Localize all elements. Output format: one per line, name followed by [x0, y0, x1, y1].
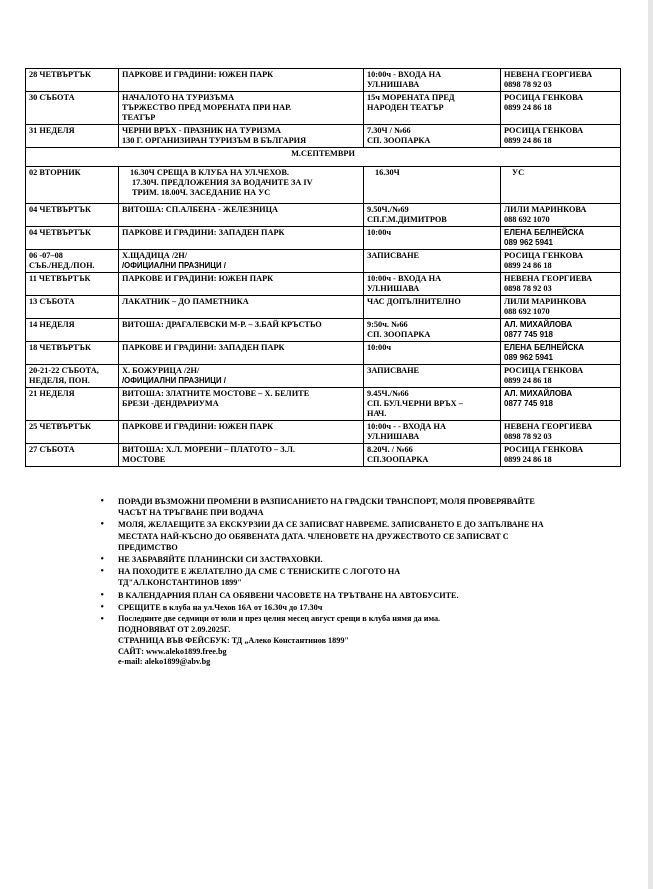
meet-line: УЛ.НИШАВА	[367, 432, 420, 441]
meet-cell	[364, 388, 501, 421]
note-line: НА ПОХОДИТЕ Е ЖЕЛАТЕЛНО ДА СМЕ С ТЕНИСКИТЕ С ЛОГОТО НА	[118, 567, 401, 577]
meet-line: ЧАС ДОПЪЛНИТЕЛНО	[367, 297, 461, 306]
meet-line: СП. ЗООПАРКА	[367, 136, 431, 145]
meet-line: 15ч МОРЕНАТА ПРЕД	[367, 93, 455, 102]
date-cell	[26, 342, 119, 365]
schedule-row	[26, 444, 621, 467]
event-line: ПАРКОВЕ И ГРАДИНИ: ЮЖЕН ПАРК	[122, 422, 274, 431]
date-line: 13 СЪБОТА	[29, 297, 75, 306]
month-header-row	[26, 148, 621, 167]
leader-cell	[501, 92, 621, 125]
date-cell	[26, 125, 119, 148]
leader-line: 0899 24 86 18	[504, 103, 552, 112]
note-line: МОЛЯ, ЖЕЛАЕЩИТЕ ЗА ЕКСКУРЗИИ ДА СЕ ЗАПИСВАТ НАВРЕМЕ. ЗАПИСВАНЕТО Е ДО ЗАПЪЛВАНЕ НА	[118, 520, 544, 530]
meet-line: 10:00ч	[367, 343, 392, 352]
event-line: 130 Г. ОРГАНИЗИРАН ТУРИЗЪМ В БЪЛГАРИЯ	[122, 136, 307, 145]
date-line: 11 ЧЕТВЪРТЪК	[29, 274, 91, 283]
schedule-row	[26, 273, 621, 296]
meet-cell	[364, 342, 501, 365]
leader-cell	[501, 444, 621, 467]
date-cell	[26, 319, 119, 342]
leader-line: РОСИЦА ГЕНКОВА	[504, 126, 584, 135]
footer-line: e-mail: aleko1899@abv.bg	[118, 657, 211, 667]
date-line: 27 СЪБОТА	[29, 445, 75, 454]
date-cell	[26, 227, 119, 250]
meet-line: 16.30Ч	[375, 168, 400, 177]
note-item	[100, 602, 560, 613]
date-cell	[26, 296, 119, 319]
event-cell	[119, 273, 364, 296]
leader-cell	[501, 365, 621, 388]
schedule-row	[26, 92, 621, 125]
meet-line: 9:50ч. №66	[367, 320, 408, 329]
date-cell	[26, 388, 119, 421]
meet-line: 7.30Ч / №66	[367, 126, 411, 135]
schedule-row	[26, 204, 621, 227]
note-line: ПОДНОВЯВАТ ОТ 2.09.2025Г.	[118, 624, 231, 634]
meet-line: НАРОДЕН ТЕАТЪР	[367, 103, 444, 112]
meet-cell	[364, 204, 501, 227]
note-line: ТД"АЛ.КОНСТАНТИНОВ 1899"	[118, 578, 242, 588]
bullet-icon: •	[100, 602, 105, 611]
leader-cell	[501, 167, 621, 204]
meet-cell	[364, 421, 501, 444]
note-item	[100, 496, 560, 518]
date-line: 04 ЧЕТВЪРТЪК	[29, 205, 92, 214]
date-cell	[26, 273, 119, 296]
event-line: Х. БОЖУРИЦА /2Н/	[122, 366, 200, 375]
footer-line: СТРАНИЦА ВЪВ ФЕЙСБУК: ТД „Алеко Константинов 1899"	[118, 636, 349, 646]
date-line: 25 ЧЕТВЪРТЪК	[29, 422, 92, 431]
date-line: 06 -07–08	[29, 251, 63, 260]
leader-line: ЕЛЕНА БЕЛНЕЙСКА	[504, 343, 585, 352]
meet-cell	[364, 296, 501, 319]
schedule-row	[26, 125, 621, 148]
date-line: 14 НЕДЕЛЯ	[29, 320, 75, 329]
leader-line: РОСИЦА ГЕНКОВА	[504, 366, 584, 375]
leader-line: РОСИЦА ГЕНКОВА	[504, 251, 584, 260]
event-line: ТРИМ. 18.00Ч. ЗАСЕДАНИЕ НА УС	[132, 188, 271, 197]
date-cell	[26, 69, 119, 92]
leader-line: УС	[512, 168, 525, 177]
notes-section	[100, 496, 560, 668]
meet-cell	[364, 319, 501, 342]
leader-line: РОСИЦА ГЕНКОВА	[504, 93, 584, 102]
date-line: 21 НЕДЕЛЯ	[29, 389, 75, 398]
event-cell	[119, 167, 364, 204]
leader-cell	[501, 342, 621, 365]
event-cell	[119, 365, 364, 388]
bullet-icon: •	[100, 590, 105, 599]
schedule-table	[25, 68, 621, 467]
meet-line: СП.Г.М.ДИМИТРОВ	[367, 215, 447, 224]
leader-cell	[501, 125, 621, 148]
schedule-row	[26, 167, 621, 204]
schedule-row	[26, 296, 621, 319]
note-line: В КАЛЕНДАРНИЯ ПЛАН СА ОБЯВЕНИ ЧАСОВЕТЕ НА ТРЪТВАНЕ НА АВТОБУСИТЕ.	[118, 590, 459, 600]
schedule-row	[26, 421, 621, 444]
schedule-row	[26, 227, 621, 250]
meet-line: 10:00ч - - ВХОДА НА	[367, 422, 446, 431]
event-cell	[119, 92, 364, 125]
meet-line: СП. БУЛ.ЧЕРНИ ВРЪХ –	[367, 399, 463, 408]
event-line: ПАРКОВЕ И ГРАДИНИ: ЮЖЕН ПАРК	[122, 274, 274, 283]
bullet-icon: •	[100, 555, 105, 564]
event-cell	[119, 342, 364, 365]
date-cell	[26, 167, 119, 204]
leader-line: НЕВЕНА ГЕОРГИЕВА	[504, 422, 593, 431]
event-line: ПАРКОВЕ И ГРАДИНИ: ЗАПАДЕН ПАРК	[122, 228, 285, 237]
meet-cell	[364, 227, 501, 250]
meet-cell	[364, 273, 501, 296]
event-cell	[119, 69, 364, 92]
leader-cell	[501, 250, 621, 273]
event-cell	[119, 319, 364, 342]
event-line: ТЪРЖЕСТВО ПРЕД МОРЕНАТА ПРИ НАР.	[122, 103, 292, 112]
leader-line: 0899 24 86 18	[504, 261, 552, 270]
event-line: /ОФИЦИАЛНИ ПРАЗНИЦИ /	[122, 261, 226, 270]
event-line: МОСТОВЕ	[122, 455, 166, 464]
date-cell	[26, 204, 119, 227]
event-line: /ОФИЦИАЛНИ ПРАЗНИЦИ /	[122, 376, 226, 385]
leader-cell	[501, 204, 621, 227]
note-line: ПОРАДИ ВЪЗМОЖНИ ПРОМЕНИ В РАЗПИСАНИЕТО НА ГРАДСКИ ТРАНСПОРТ, МОЛЯ ПРОВЕРЯВАЙТЕ	[118, 497, 535, 506]
meet-line: ЗАПИСВАНЕ	[367, 251, 420, 260]
schedule-row	[26, 250, 621, 273]
note-item	[100, 614, 560, 635]
meet-line: УЛ.НИШАВА	[367, 284, 420, 293]
leader-line: АЛ. МИХАЙЛОВА	[504, 320, 573, 329]
note-line: ПРЕДИМСТВО	[118, 542, 178, 552]
meet-line: 9.50Ч./№69	[367, 205, 409, 214]
meet-line: 10:00ч - ВХОДА НА	[367, 70, 442, 79]
meet-line: СП. ЗООПАРКА	[367, 330, 431, 339]
date-cell	[26, 250, 119, 273]
leader-line: НЕВЕНА ГЕОРГИЕВА	[504, 274, 593, 283]
note-item	[100, 554, 560, 565]
meet-line: УЛ.НИШАВА	[367, 80, 420, 89]
date-line: СЪБ./НЕД./ПОН.	[29, 261, 95, 270]
date-line: 18 ЧЕТВЪРТЪК	[29, 343, 92, 352]
leader-line: ЕЛЕНА БЕЛНЕЙСКА	[504, 228, 585, 237]
note-item	[100, 519, 560, 553]
meet-line: 9.45Ч./№66	[367, 389, 409, 398]
leader-line: НЕВЕНА ГЕОРГИЕВА	[504, 70, 593, 79]
schedule-row	[26, 342, 621, 365]
leader-line: 089 962 5941	[504, 238, 553, 247]
meet-line: 10:00ч - ВХОДА НА	[367, 274, 442, 283]
event-line: 16.30Ч СРЕЩА В КЛУБА НА УЛ.ЧЕХОВ.	[130, 168, 289, 177]
leader-line: 0898 78 92 03	[504, 80, 552, 89]
page-edge	[648, 0, 653, 889]
date-cell	[26, 421, 119, 444]
meet-line: ЗАПИСВАНЕ	[367, 366, 420, 375]
date-line: 31 НЕДЕЛЯ	[29, 126, 75, 135]
meet-line: 10:00ч	[367, 228, 392, 237]
footer-line: САЙТ: www.aleko1899.free.bg	[118, 646, 227, 656]
leader-cell	[501, 388, 621, 421]
schedule-row	[26, 69, 621, 92]
meet-cell	[364, 92, 501, 125]
meet-cell	[364, 167, 501, 204]
leader-line: ЛИЛИ МАРИНКОВА	[504, 205, 587, 214]
note-line: СРЕЩИТЕ в клуба на ул.Чехов 16А от 16.30ч до 17.30ч	[118, 602, 323, 612]
event-cell	[119, 444, 364, 467]
date-line: 30 СЪБОТА	[29, 93, 75, 102]
leader-line: 0877 745 918	[504, 330, 553, 339]
leader-line: 0877 745 918	[504, 399, 553, 408]
date-line: НЕДЕЛЯ, ПОН.	[29, 376, 90, 385]
leader-cell	[501, 319, 621, 342]
leader-line: АЛ. МИХАЙЛОВА	[504, 389, 573, 398]
event-line: ВИТОША: ЗЛАТНИТЕ МОСТОВЕ – Х. БЕЛИТЕ	[122, 389, 310, 398]
event-line: БРЕЗИ -ДЕНДРАРИУМА	[122, 399, 219, 408]
schedule-row	[26, 365, 621, 388]
meet-cell	[364, 365, 501, 388]
note-line: НЕ ЗАБРАВЯЙТЕ ПЛАНИНСКИ СИ ЗАСТРАХОВКИ.	[118, 555, 323, 565]
note-line: МЕСТАТА НАЙ-КЪСНО ДО ОБЯВЕНАТА ДАТА. ЧЛЕНОВЕТЕ НА ДРУЖЕСТВОТО СЕ ЗАПИСВАТ С	[118, 531, 509, 541]
bullet-icon: •	[100, 520, 105, 529]
leader-line: 0899 24 86 18	[504, 455, 552, 464]
leader-line: 0898 78 92 03	[504, 432, 552, 441]
event-line: ВИТОША: ДРАГАЛЕВСКИ М-Р. – З.БАЙ КРЪСТЬО	[122, 320, 322, 329]
note-item	[100, 590, 560, 601]
leader-cell	[501, 273, 621, 296]
event-line: Х.ЩАДИЦА /2Н/	[122, 251, 188, 260]
schedule-row	[26, 388, 621, 421]
event-line: ЧЕРНИ ВРЪХ - ПРАЗНИК НА ТУРИЗМА	[122, 126, 282, 135]
event-cell	[119, 296, 364, 319]
bullet-icon: •	[100, 497, 105, 505]
event-cell	[119, 204, 364, 227]
event-line: ЛАКАТНИК – ДО ПАМЕТНИКА	[122, 297, 249, 306]
leader-line: 088 692 1070	[504, 307, 550, 316]
date-line: 28 ЧЕТВЪРТЪК	[29, 70, 92, 79]
date-cell	[26, 92, 119, 125]
leader-cell	[501, 227, 621, 250]
date-cell	[26, 444, 119, 467]
event-line: 17.30Ч. ПРЕДЛОЖЕНИЯ ЗА ВОДАЧИТЕ ЗА IV	[132, 178, 313, 187]
leader-line: 088 692 1070	[504, 215, 550, 224]
leader-line: 0899 24 86 18	[504, 376, 552, 385]
leader-line: 0899 24 86 18	[504, 136, 552, 145]
bullet-icon: •	[100, 615, 105, 624]
schedule-row	[26, 319, 621, 342]
meet-line: СП.ЗООПАРКА	[367, 455, 429, 464]
leader-line: 089 962 5941	[504, 353, 553, 362]
meet-cell	[364, 444, 501, 467]
date-line: 02 ВТОРНИК	[29, 168, 81, 177]
date-line: 04 ЧЕТВЪРТЪК	[29, 228, 92, 237]
event-line: ВИТОША: СП.АЛБЕНА - ЖЕЛЕЗНИЦА	[122, 205, 279, 214]
event-line: ПАРКОВЕ И ГРАДИНИ: ЗАПАДЕН ПАРК	[122, 343, 285, 352]
date-line: 20-21-22 СЪБОТА,	[29, 366, 99, 375]
event-cell	[119, 250, 364, 273]
meet-cell	[364, 250, 501, 273]
event-line: ВИТОША: Х.Л. МОРЕНИ – ПЛАТОТО – З.Л.	[122, 445, 295, 454]
note-line: ЧАСЪТ НА ТРЪГВАНЕ ПРИ ВОДАЧА	[118, 508, 264, 518]
event-cell	[119, 421, 364, 444]
meet-cell	[364, 69, 501, 92]
leader-line: 0898 78 92 03	[504, 284, 552, 293]
event-cell	[119, 125, 364, 148]
leader-cell	[501, 296, 621, 319]
leader-cell	[501, 421, 621, 444]
event-line: ТЕАТЪР	[122, 113, 156, 122]
event-line: ПАРКОВЕ И ГРАДИНИ: ЮЖЕН ПАРК	[122, 70, 274, 79]
note-item	[100, 566, 560, 588]
leader-line: РОСИЦА ГЕНКОВА	[504, 445, 584, 454]
meet-cell	[364, 125, 501, 148]
note-line: Последните две седмици от юли и през целия месец август срещи в клуба нямя да има.	[118, 614, 441, 624]
meet-line: 8.20Ч. / №66	[367, 445, 413, 454]
event-cell	[119, 227, 364, 250]
month-title: М.СЕПТЕМВРИ	[26, 148, 621, 167]
event-cell	[119, 388, 364, 421]
event-line: НАЧАЛОТО НА ТУРИЗЪМА	[122, 93, 235, 102]
bullet-icon: •	[100, 567, 105, 576]
leader-cell	[501, 69, 621, 92]
meet-line: НАЧ.	[367, 409, 387, 418]
leader-line: ЛИЛИ МАРИНКОВА	[504, 297, 587, 306]
date-cell	[26, 365, 119, 388]
